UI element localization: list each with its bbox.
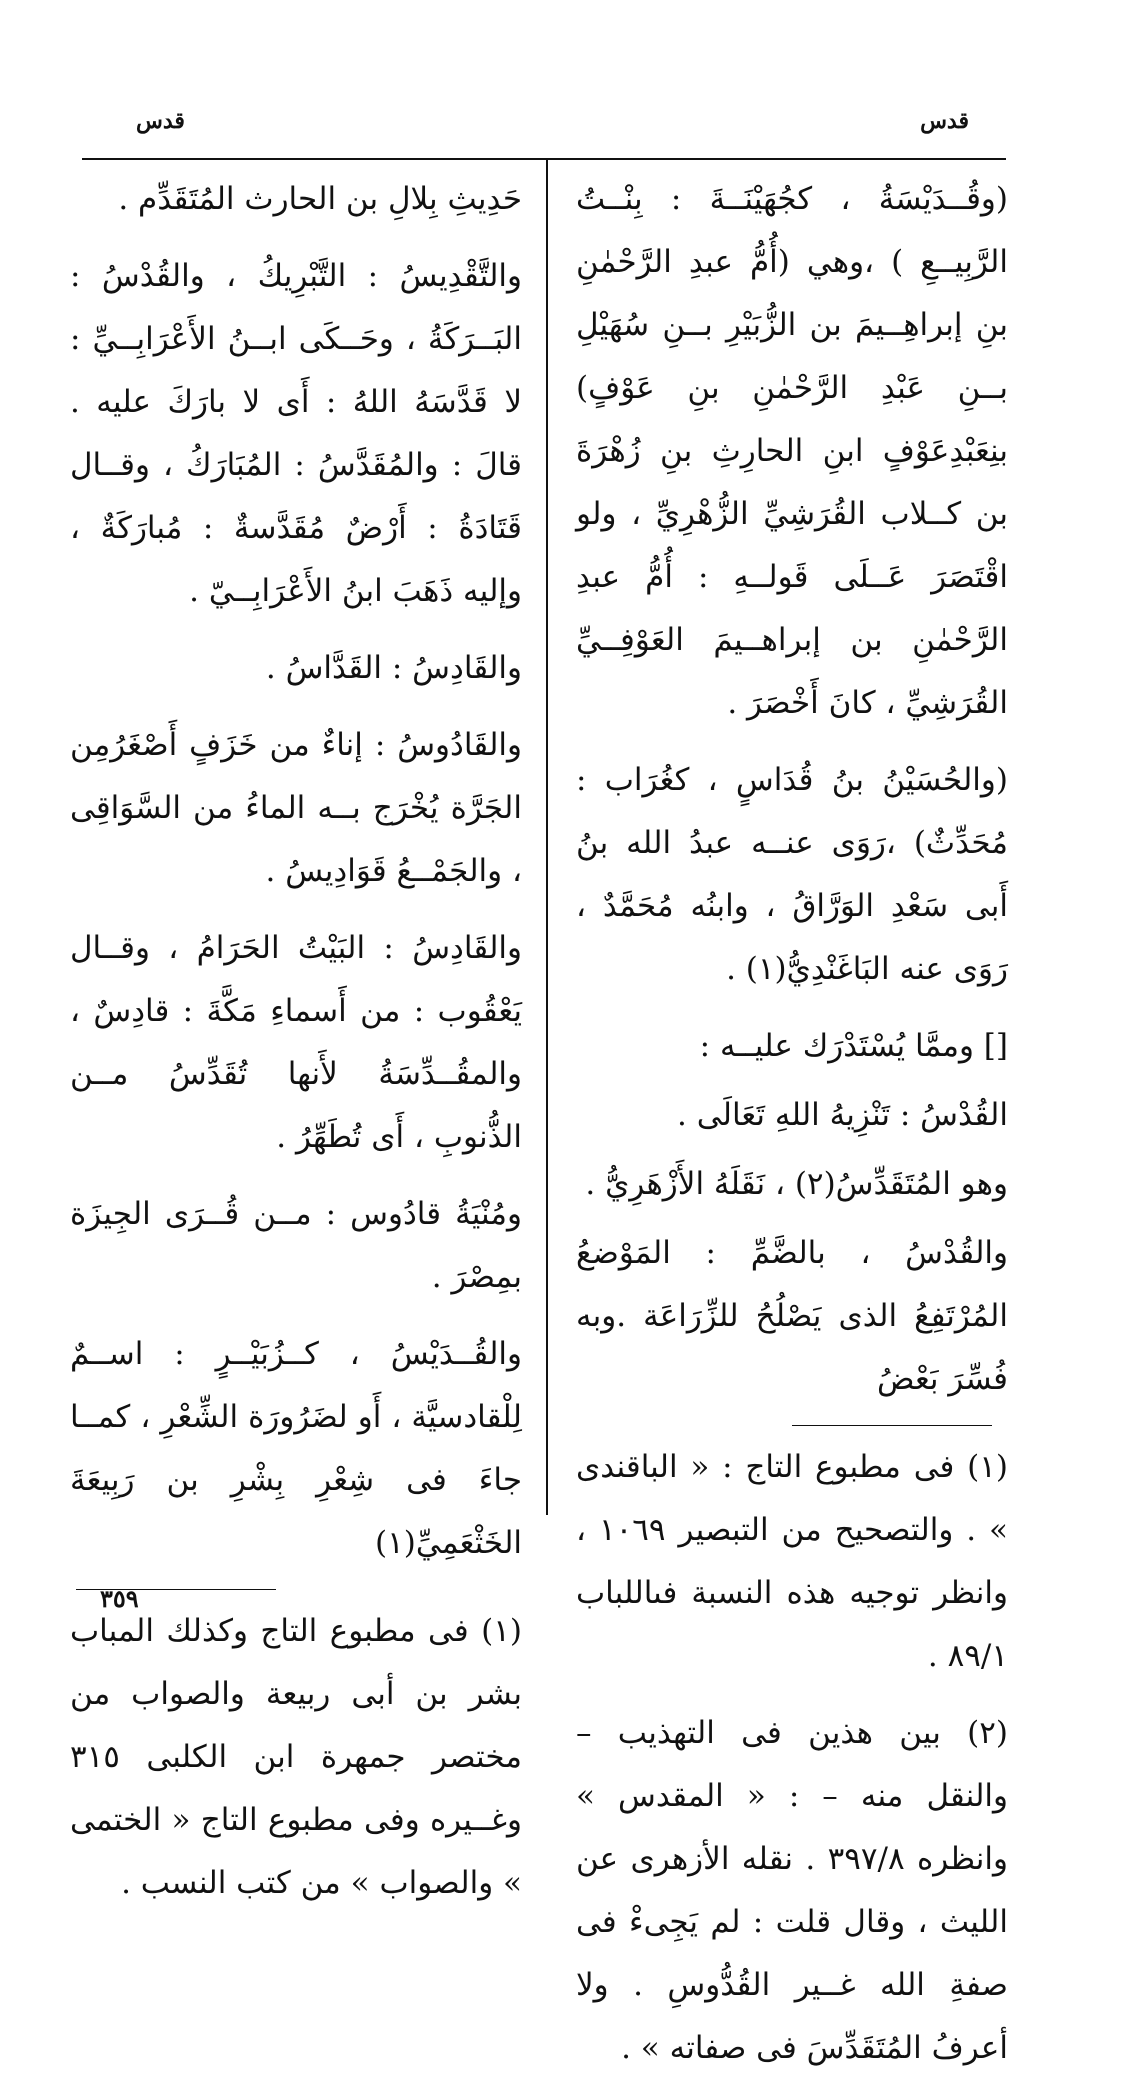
running-header-right: قدس (920, 108, 969, 134)
entry-paragraph: والقُــدَيْسُ ، كــزُبَيْــرٍ : اســمٌ لِلْقادسيَّة ، أَو لضَرُورَة الشِّعْرِ ، كمــا جاءَ فى شِعْرِ بِشْرِ بن رَبِيعَةَ الخَثْعَمِيِّ(١) (70, 1336, 522, 1561)
column-divider (546, 160, 548, 1515)
footnotes (70, 1600, 522, 1915)
left-column (70, 168, 522, 1929)
footnote: (٢) بين هذين فى التهذيب – والنقل منه – : « المقدس » وانظره ٣٩٧/٨ . نقله الأزهرى عن الليث ، وقال قلت : لم يَجِىءْ فى صفةِ الله غــير القُدُّوسِ . ولا أعرفُ المُتَقَدِّسَ فى صفاته » . (576, 1715, 1008, 2066)
page-number: ٣٥٩ (100, 1584, 139, 1613)
entry-paragraph: القُدْسُ : تَنْزِيهُ اللهِ تَعَالَى . (676, 1097, 1008, 1133)
entry-paragraph: ومُنْيَةُ قادُوس : مــن قُــرَى الجِيزَة بمِصْرَ . (70, 1196, 522, 1295)
entry-paragraph: وهو المُتَقَدِّسُ(٢) ، نَقَلَهُ الأَزْهَرِيُّ . (585, 1166, 1008, 1202)
footnote: (١) فى مطبوع التاج وكذلك المباب بشر بن أبى ربيعة والصواب من مختصر جمهرة ابن الكلبى ٣١٥ وغــيره وفى مطبوع التاج « الختمى » والصواب » من كتب النسب . (70, 1613, 522, 1901)
entry-paragraph: (والحُسَيْنُ بنُ قُدَاسٍ ، كغُرَاب : مُحَدِّثٌ) ،رَوَى عنــه عبدُ الله بنُ أَبى سَعْدِ الوَرَّاقُ ، وابنُه مُحَمَّدٌ ، رَوَى عنه البَاغَنْدِيُّ(١) . (576, 762, 1008, 987)
entry-paragraph: والقَادُوسُ : إناءٌ من خَزَفٍ أَصْغَرُمِن الجَرَّة يُخْرَج بــه الماءُ من السَّوَاقِى ، والجَمْــعُ قَوَادِيسُ . (70, 727, 522, 889)
entry-paragraph: [] وممَّا يُسْتَدْرَك عليــه : (699, 1028, 1008, 1064)
running-header-left: قدس (136, 108, 185, 134)
footnote: (١) فى مطبوع التاج : « الباقندى » . والتصحيح من التبصير ١٠٦٩ ، وانظر توجيه هذه النسبة فىاللباب ٨٩/١ . (576, 1449, 1009, 1674)
footnotes (576, 1436, 1008, 2080)
entry-paragraph: والقَادِسُ : القَدَّاسُ . (265, 650, 522, 686)
footnote-rule (792, 1425, 992, 1426)
entry-paragraph: والقُدْسُ ، بالضَّمِّ : المَوْضعُ المُرْتَفِعُ الذى يَصْلُحُ للزِّرَاعَة .وبه فُسِّرَ بَعْضُ (576, 1235, 1008, 1397)
entry-paragraph: والقَادِسُ : البَيْتُ الحَرَامُ ، وقــال يَعْقُوب : من أَسماءِ مَكَّةَ : قادِسٌ ، والمقُــدِّسَةُ لأَنها تُقَدِّسُ مــن الذُّنوبِ ، أَى تُطَهِّرُ . (70, 930, 522, 1155)
right-column (576, 168, 1008, 2094)
entry-paragraph: حَدِيثِ بِلالِ بن الحارث المُتَقَدِّم . (118, 181, 522, 217)
entry-paragraph: (وقُــدَيْسَةُ ، كجُهَيْنَــةَ : بِنْــتُ الرَّبِيــعِ ) ،وهي (أُمُّ عبدِ الرَّحْمٰنِ بنِ إبراهِــيمَ بن الزُّبَيْرِ بــنِ سُهَيْلِ بــنِ عَبْدِ الرَّحْمٰنِ بنِ عَوْفٍ) بنِعَبْدِعَوْفٍ ابنِ الحارِثِ بنِ زُهْرَةَ بن كــلاب القُرَشِيِّ الزُّهْرِيِّ ، ولو اقْتَصَرَ عَــلَى قَولــهِ : أُمُّ عبدِ الرَّحْمٰنِ بن إبراهــيمَ العَوْفِــيِّ القُرَشِيِّ ، كانَ أَخْصَرَ . (576, 181, 1008, 721)
header-rule (82, 158, 1006, 160)
entry-paragraph: والتَّقْدِيسُ : التَّبْرِيكُ ، والقُدْسُ : البَــرَكَةُ ، وحَــكَى ابــنُ الأَعْرَابِــيِّ : لا قَدَّسَهُ اللهُ : أَى لا بارَكَ عليه . قالَ : والمُقَدَّسُ : المُبَارَكُ ، وقــال قَتَادَةُ : أَرْضٌ مُقَدَّسةٌ : مُبارَكَةٌ ، وإليه ذَهَبَ ابنُ الأَعْرَابِــيّ . (70, 258, 522, 609)
